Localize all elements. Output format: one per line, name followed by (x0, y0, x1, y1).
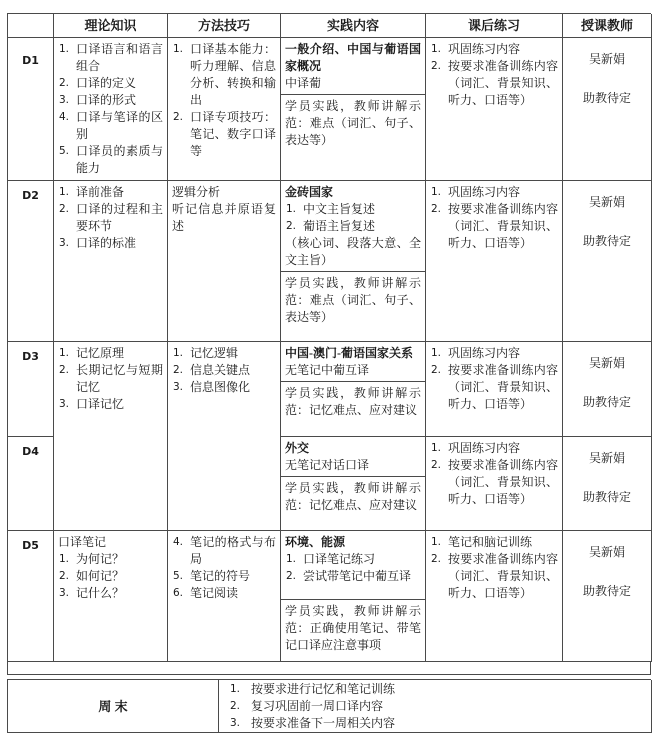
practice-cell-d4 (281, 437, 426, 531)
methods-cell-d1 (168, 38, 281, 181)
teacher-name: 吴新娟 (588, 195, 625, 209)
list-item-text: 尝试带笔记中葡互译 (303, 569, 412, 583)
list-item-text: 按要求准备训练内容（词汇、背景知识、听力、口语等） (448, 363, 558, 411)
list-item-text: 学员实践，教师讲解示范：记忆难点、应对建议 (285, 386, 421, 417)
homework-cell-d1 (426, 38, 563, 181)
header-day (8, 14, 54, 38)
day-label-d2: D2 (8, 181, 54, 342)
list-item (172, 362, 276, 379)
teacher-cell-d2 (563, 181, 652, 342)
teacher-name: 吴新娟 (588, 545, 625, 559)
teacher-cell-d3 (563, 342, 652, 437)
list-item-number: 1. (431, 536, 442, 548)
methods-cell-d3-d4 (168, 342, 281, 531)
list-item (285, 480, 421, 514)
practice-topic-d3 (281, 342, 425, 382)
assistant-name: 助教待定 (582, 91, 631, 105)
list-item-text: 一般介绍、中国与葡语国家概况 (285, 42, 421, 73)
list-item-text: （核心词、段落大意、全文主旨） (285, 236, 421, 267)
weekend-homework-cell (219, 680, 652, 733)
list-item-text: 巩固练习内容 (448, 185, 521, 199)
practice-demo-d1 (281, 95, 425, 180)
list-item (58, 201, 163, 235)
list-item (430, 534, 558, 551)
list-item (58, 551, 163, 568)
list-item-number: 1. (286, 203, 297, 215)
homework-cell-d3 (426, 342, 563, 437)
list-item-text: 巩固练习内容 (448, 441, 521, 455)
list-item (172, 379, 276, 396)
list-item-number: 1. (230, 683, 241, 695)
list-item-number: 1. (59, 43, 70, 55)
list-item (430, 362, 558, 413)
list-item-text: 口译专项技巧：笔记、数字口译等 (190, 110, 276, 158)
list-item (229, 681, 647, 698)
list-item-text: 按要求准备训练内容（词汇、背景知识、听力、口语等） (448, 202, 558, 250)
list-item (285, 235, 421, 269)
list-item-text: 口译语言和语言组合 (76, 42, 163, 73)
list-item (430, 440, 558, 457)
list-item-text: 学员实践，教师讲解示范：正确使用笔记、带笔记口译应注意事项 (285, 604, 421, 652)
list-item-number: 3. (59, 94, 70, 106)
list-item-number: 2. (59, 364, 70, 376)
homework-cell-d5 (426, 531, 563, 662)
list-item (172, 184, 276, 201)
teacher-name: 吴新娟 (588, 356, 625, 370)
list-item (58, 345, 163, 362)
list-item-number: 1. (431, 442, 442, 454)
practice-topic-d1 (281, 38, 425, 95)
list-item-text: 复习巩固前一周口译内容 (251, 699, 384, 713)
weekend-table (7, 679, 651, 733)
list-item-number: 1. (431, 347, 442, 359)
teacher-cell-d1 (563, 38, 652, 181)
list-item-text: 金砖国家 (285, 185, 334, 199)
list-item-text: 按要求准备训练内容（词汇、背景知识、听力、口语等） (448, 458, 558, 506)
list-item-number: 5. (173, 570, 184, 582)
list-item-number: 1. (431, 186, 442, 198)
list-item (172, 201, 276, 235)
list-item-text: 长期记忆与短期记忆 (76, 363, 163, 394)
list-item (172, 41, 276, 109)
list-item-text: 笔记和脑记训练 (448, 535, 533, 549)
list-item (285, 218, 421, 235)
day-label-d3: D3 (8, 342, 54, 437)
weekend-label-cell: 周 末 (8, 680, 219, 733)
list-item (285, 551, 421, 568)
list-item-text: 口译的过程和主要环节 (76, 202, 163, 233)
header-methods: 方法技巧 (168, 14, 281, 38)
list-item-number: 1. (59, 553, 70, 565)
list-item-number: 2. (59, 570, 70, 582)
list-item-text: 笔记的符号 (190, 569, 251, 583)
list-item-number: 2. (431, 60, 442, 72)
list-item (58, 109, 163, 143)
list-item (285, 184, 421, 201)
list-item-number: 5. (59, 145, 70, 157)
list-item (285, 345, 421, 362)
list-item-text: 逻辑分析 (172, 185, 221, 199)
list-item-number: 4. (59, 111, 70, 123)
list-item (285, 534, 421, 551)
list-item (58, 143, 163, 177)
list-item (58, 585, 163, 602)
practice-demo-d4 (281, 477, 425, 530)
list-item-text: 按要求进行记忆和笔记训练 (251, 682, 396, 696)
list-item (430, 41, 558, 58)
homework-cell-d2 (426, 181, 563, 342)
list-item (172, 345, 276, 362)
assistant-name: 助教待定 (582, 395, 631, 409)
list-item (58, 568, 163, 585)
list-item-text: 记忆原理 (76, 346, 125, 360)
list-item-text: 学员实践，教师讲解示范：难点（词汇、句子、表达等） (285, 99, 421, 147)
list-item-number: 2. (431, 203, 442, 215)
list-item-number: 2. (286, 570, 297, 582)
list-item (58, 235, 163, 252)
list-item-number: 2. (431, 459, 442, 471)
list-item (58, 41, 163, 75)
list-item (172, 109, 276, 160)
list-item (430, 184, 558, 201)
list-item (285, 440, 421, 457)
list-item-number: 1. (59, 347, 70, 359)
practice-demo-d5 (281, 600, 425, 661)
practice-cell-d5 (281, 531, 426, 662)
list-item-text: 按要求准备下一周相关内容 (251, 716, 396, 730)
list-item (58, 362, 163, 396)
homework-cell-d4 (426, 437, 563, 531)
list-item-text: 巩固练习内容 (448, 42, 521, 56)
list-item-text: 外交 (285, 441, 310, 455)
list-item (285, 75, 421, 92)
list-item-text: 笔记阅读 (190, 586, 239, 600)
theory-cell-d5 (54, 531, 168, 662)
list-item-text: 为何记？ (76, 552, 125, 566)
list-item-text: 无笔记中葡互译 (285, 363, 370, 377)
list-item (58, 184, 163, 201)
list-item (285, 98, 421, 149)
list-item-text: 信息关键点 (190, 363, 251, 377)
list-item (229, 715, 647, 732)
list-item (285, 568, 421, 585)
list-item-text: 学员实践，教师讲解示范：记忆难点、应对建议 (285, 481, 421, 512)
list-item (430, 457, 558, 508)
header-theory: 理论知识 (54, 14, 168, 38)
list-item-text: 按要求准备训练内容（词汇、背景知识、听力、口语等） (448, 552, 558, 600)
list-item (430, 345, 558, 362)
list-item (172, 534, 276, 568)
list-item (285, 201, 421, 218)
list-item-text: 口译员的素质与能力 (76, 144, 163, 175)
header-practice: 实践内容 (281, 14, 426, 38)
list-item (285, 41, 421, 75)
teacher-name: 吴新娟 (588, 52, 625, 66)
practice-cell-d1 (281, 38, 426, 181)
theory-cell-d3-d4 (54, 342, 168, 531)
list-item-text: 巩固练习内容 (448, 346, 521, 360)
list-item-text: 中文主旨复述 (303, 202, 376, 216)
assistant-name: 助教待定 (582, 234, 631, 248)
list-item (229, 698, 647, 715)
header-homework: 课后练习 (426, 14, 563, 38)
day-label-d4: D4 (8, 437, 54, 531)
list-item-text: 信息图像化 (190, 380, 251, 394)
day-label-d5: D5 (8, 531, 54, 662)
list-item (430, 551, 558, 602)
list-item (172, 585, 276, 602)
list-item-number: 2. (431, 364, 442, 376)
list-item-number: 6. (173, 587, 184, 599)
practice-cell-d2 (281, 181, 426, 342)
teacher-cell-d4 (563, 437, 652, 531)
list-item (285, 362, 421, 379)
list-item (58, 92, 163, 109)
list-item-number: 1. (286, 553, 297, 565)
theory-cell-d2 (54, 181, 168, 342)
empty-row (7, 662, 651, 675)
list-item (58, 534, 163, 551)
methods-cell-d5 (168, 531, 281, 662)
list-item-text: 记什么？ (76, 586, 125, 600)
list-item-number: 2. (59, 77, 70, 89)
practice-topic-d2 (281, 181, 425, 272)
list-item-number: 1. (59, 186, 70, 198)
list-item-text: 口译记忆 (76, 397, 125, 411)
list-item-number: 4. (173, 536, 184, 548)
list-item-number: 2. (230, 700, 241, 712)
list-item-text: 中国-澳门-葡语国家关系 (285, 346, 413, 360)
list-item (58, 75, 163, 92)
course-schedule-table (7, 13, 651, 662)
list-item-number: 3. (59, 398, 70, 410)
teacher-name: 吴新娟 (588, 451, 625, 465)
list-item-number: 2. (59, 203, 70, 215)
list-item-text: 口译笔记 (58, 535, 107, 549)
list-item-number: 1. (431, 43, 442, 55)
teacher-cell-d5 (563, 531, 652, 662)
list-item-number: 2. (286, 220, 297, 232)
list-item-text: 按要求准备训练内容（词汇、背景知识、听力、口语等） (448, 59, 558, 107)
list-item-number: 2. (173, 111, 184, 123)
list-item-number: 3. (59, 587, 70, 599)
list-item-text: 无笔记对话口译 (285, 458, 370, 472)
header-teacher: 授课教师 (563, 14, 652, 38)
assistant-name: 助教待定 (582, 584, 631, 598)
list-item-number: 1. (173, 43, 184, 55)
list-item-number: 3. (173, 381, 184, 393)
list-item-number: 3. (230, 717, 241, 729)
practice-demo-d3 (281, 382, 425, 436)
practice-topic-d4 (281, 437, 425, 477)
methods-cell-d2 (168, 181, 281, 342)
list-item-text: 环境、能源 (285, 535, 346, 549)
list-item (430, 58, 558, 109)
list-item-text: 译前准备 (76, 185, 125, 199)
list-item (285, 385, 421, 419)
list-item-number: 2. (173, 364, 184, 376)
theory-cell-d1 (54, 38, 168, 181)
practice-cell-d3 (281, 342, 426, 437)
list-item-text: 听记信息并原语复述 (172, 202, 276, 233)
list-item (285, 457, 421, 474)
list-item (285, 603, 421, 654)
list-item (58, 396, 163, 413)
list-item-text: 口译与笔译的区别 (76, 110, 163, 141)
list-item (172, 568, 276, 585)
list-item-text: 口译基本能力：听力理解、信息分析、转换和输出 (190, 42, 276, 107)
list-item-text: 学员实践，教师讲解示范：难点（词汇、句子、表达等） (285, 276, 421, 324)
list-item-number: 1. (173, 347, 184, 359)
practice-demo-d2 (281, 272, 425, 341)
list-item-text: 口译的形式 (76, 93, 137, 107)
list-item (430, 201, 558, 252)
list-item-text: 口译笔记练习 (303, 552, 376, 566)
assistant-name: 助教待定 (582, 490, 631, 504)
day-label-d1: D1 (8, 38, 54, 181)
list-item-text: 口译的定义 (76, 76, 137, 90)
list-item-text: 葡语主旨复述 (303, 219, 376, 233)
list-item (285, 275, 421, 326)
list-item-text: 笔记的格式与布局 (190, 535, 276, 566)
list-item-number: 2. (431, 553, 442, 565)
list-item-text: 中译葡 (285, 76, 322, 90)
list-item-text: 如何记？ (76, 569, 125, 583)
list-item-text: 记忆逻辑 (190, 346, 239, 360)
list-item-text: 口译的标准 (76, 236, 137, 250)
practice-topic-d5 (281, 531, 425, 600)
list-item-number: 3. (59, 237, 70, 249)
